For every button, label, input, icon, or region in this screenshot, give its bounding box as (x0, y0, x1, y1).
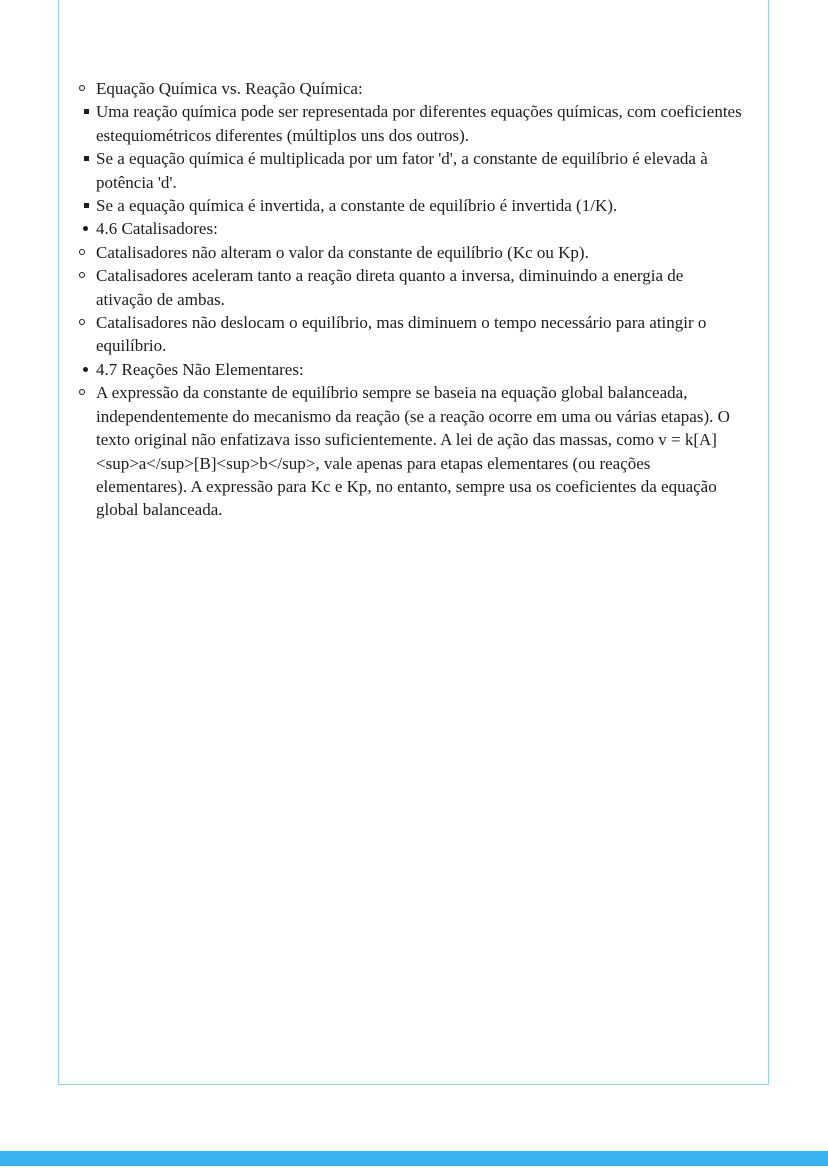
sublist-4-7 (96, 381, 744, 521)
list-item: A expressão da constante de equilíbrio sempre se baseia na equação global balanceada, independentemente do mecanismo da reação (se a reação ocorre em uma ou várias etapas). O texto original não enfatizava isso suficientemente. A lei de ação das massas, como v = k[A]<sup>a</sup>[B]<sup>b</sup>, vale apenas para etapas elementares (ou reações elementares). A expressão para Kc e Kp, no entanto, sempre usa os coeficientes da equação global balanceada. (96, 381, 744, 521)
list-item-equation-heading (96, 77, 744, 217)
list-item: Catalisadores não deslocam o equilíbrio, mas diminuem o tempo necessário para atingir o equilíbrio. (96, 311, 744, 358)
list-item: Se a equação química é invertida, a constante de equilíbrio é invertida (1/K). (96, 194, 744, 217)
section-4-7-heading: 4.7 Reações Não Elementares: (96, 359, 304, 379)
list-item: Catalisadores não alteram o valor da constante de equilíbrio (Kc ou Kp). (96, 241, 744, 264)
list-sections (96, 217, 744, 521)
sublist-equation (96, 100, 744, 217)
list-item: Catalisadores aceleram tanto a reação direta quanto a inversa, diminuindo a energia de ativação de ambas. (96, 264, 744, 311)
document-page-box (58, 0, 769, 1085)
list-item: Se a equação química é multiplicada por um fator 'd', a constante de equilíbrio é elevada à potência 'd'. (96, 147, 744, 194)
list-item-text: Equação Química vs. Reação Química: (96, 79, 363, 98)
list-item-section-4-6 (96, 217, 744, 357)
section-4-6-heading: 4.6 Catalisadores: (96, 219, 218, 239)
document-content (96, 77, 744, 522)
bottom-accent-bar (0, 1151, 828, 1166)
list-equation-vs-reaction (96, 77, 744, 217)
list-item-section-4-7 (96, 358, 744, 522)
sublist-4-6 (96, 241, 744, 358)
list-item: Uma reação química pode ser representada por diferentes equações químicas, com coeficientes estequiométricos diferentes (múltiplos uns dos outros). (96, 100, 744, 147)
